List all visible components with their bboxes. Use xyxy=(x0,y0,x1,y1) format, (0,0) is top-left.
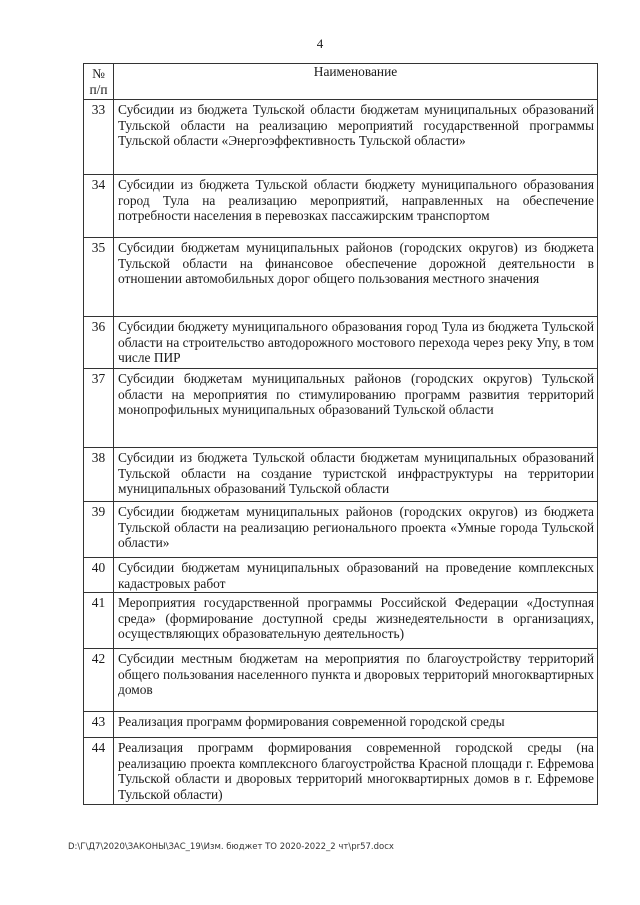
table-row xyxy=(84,317,598,369)
row-name-cell: Субсидии бюджету муниципального образования город Тула из бюджета Тульской области на строительство автодорожного мостового перехода через реку Упу, в том числе ПИР xyxy=(114,317,598,369)
row-name-cell: Субсидии местным бюджетам на мероприятия по благоустройству территорий общего пользования населенного пункта и дворовых территорий многоквартирных домов xyxy=(114,649,598,712)
row-number-cell: 44 xyxy=(84,738,114,805)
row-number-cell: 40 xyxy=(84,558,114,593)
table-row xyxy=(84,558,598,593)
row-number-cell: 38 xyxy=(84,448,114,502)
page-number: 4 xyxy=(316,36,324,51)
table-row xyxy=(84,712,598,738)
table-row xyxy=(84,175,598,238)
header-number-abbrev: п/п xyxy=(89,81,108,97)
table-row xyxy=(84,369,598,448)
row-name-cell: Субсидии бюджетам муниципальных образований на проведение комплексных кадастровых работ xyxy=(114,558,598,593)
header-number-symbol: № xyxy=(92,66,105,81)
header-number-cell xyxy=(84,64,114,100)
table-row xyxy=(84,238,598,317)
row-number-cell: 41 xyxy=(84,593,114,649)
table-header-row xyxy=(84,64,598,100)
row-number-cell: 39 xyxy=(84,502,114,558)
row-number-cell: 36 xyxy=(84,317,114,369)
table-row xyxy=(84,738,598,805)
row-name-cell: Субсидии бюджетам муниципальных районов (городских округов) из бюджета Тульской области на финансовое обеспечение дорожной деятельности в отношении автомобильных дорог общего пользования местного значения xyxy=(114,238,598,317)
row-name-cell: Субсидии из бюджета Тульской области бюджетам муниципальных образований Тульской области на создание туристской инфраструктуры на территории муниципальных образований Тульской области xyxy=(114,448,598,502)
table-row xyxy=(84,448,598,502)
table-row xyxy=(84,649,598,712)
row-number-cell: 43 xyxy=(84,712,114,738)
row-name-cell: Субсидии из бюджета Тульской области бюджетам муниципальных образований Тульской области на реализацию мероприятий государственной программы Тульской области «Энергоэффективность Тульской области» xyxy=(114,100,598,175)
row-number-cell: 37 xyxy=(84,369,114,448)
row-number-cell: 33 xyxy=(84,100,114,175)
row-number-cell: 42 xyxy=(84,649,114,712)
row-name-cell: Реализация программ формирования современной городской среды (на реализацию проекта комплексного благоустройства Красной площади г. Ефремова Тульской области и дворовых территорий многоквартирных домов в г. Ефремове Тульской области) xyxy=(114,738,598,805)
row-number-cell: 35 xyxy=(84,238,114,317)
row-name-cell: Субсидии из бюджета Тульской области бюджету муниципального образования город Тула на реализацию мероприятий, направленных на обеспечение потребности населения в перевозках пассажирским транспортом xyxy=(114,175,598,238)
table-row xyxy=(84,593,598,649)
table-row xyxy=(84,100,598,175)
budget-items-table xyxy=(83,63,598,805)
table-row xyxy=(84,502,598,558)
row-name-cell: Субсидии бюджетам муниципальных районов (городских округов) Тульской области на мероприятия по стимулированию программ развития территорий монопрофильных муниципальных образований Тульской области xyxy=(114,369,598,448)
row-name-cell: Субсидии бюджетам муниципальных районов (городских округов) из бюджета Тульской области на реализацию регионального проекта «Умные города Тульской области» xyxy=(114,502,598,558)
row-number-cell: 34 xyxy=(84,175,114,238)
file-path-footer: D:\Г\Д7\2020\ЗАКОНЫ\ЗАС_19\Изм. бюджет ТО 2020-2022_2 чт\pr57.docx xyxy=(68,842,394,852)
row-name-cell: Реализация программ формирования современной городской среды xyxy=(114,712,598,738)
row-name-cell: Мероприятия государственной программы Российской Федерации «Доступная среда» (формирование доступной среды жизнедеятельности в организациях, осуществляющих образовательную деятельность) xyxy=(114,593,598,649)
header-name-cell: Наименование xyxy=(114,64,598,100)
